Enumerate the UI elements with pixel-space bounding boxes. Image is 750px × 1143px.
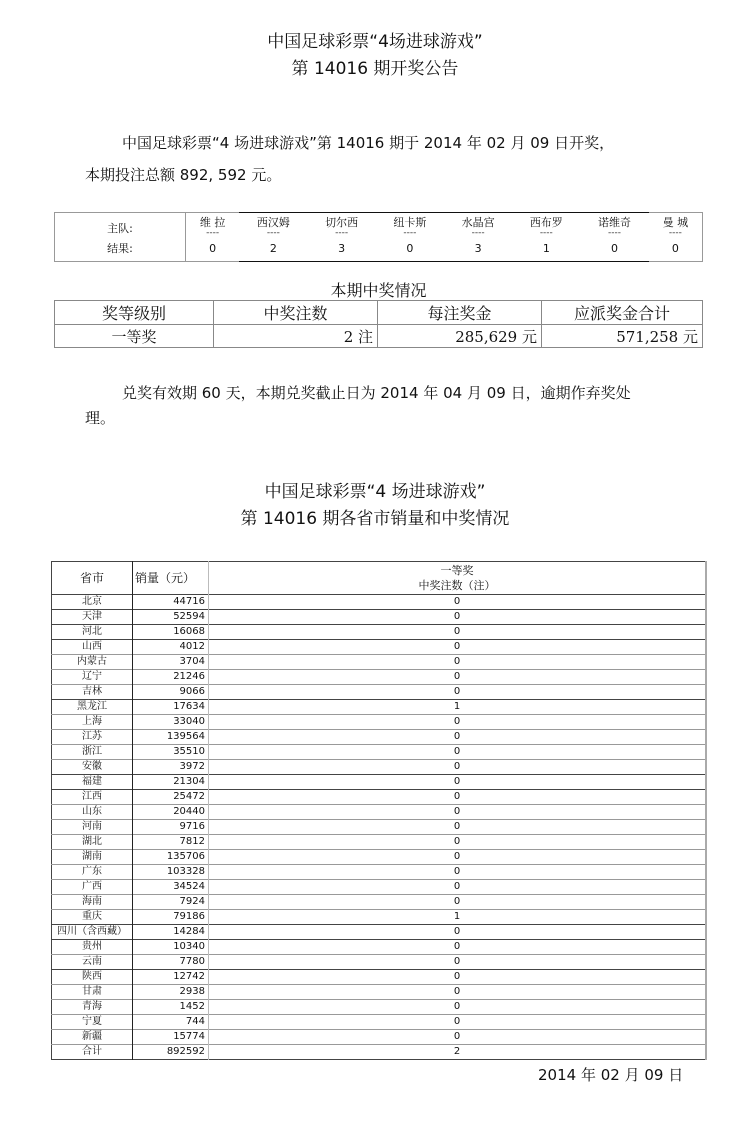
- province-name: 陕西: [52, 970, 133, 985]
- province-row: [52, 775, 707, 790]
- prize-caption: 本期中奖情况: [330, 281, 427, 300]
- winner-count: 0: [209, 745, 707, 760]
- team-name: 西布罗: [529, 215, 563, 229]
- province-name: 河北: [52, 625, 133, 640]
- header-count: 中奖注数: [214, 301, 378, 325]
- province-name: 河南: [52, 820, 133, 835]
- winner-count: 0: [209, 820, 707, 835]
- team-name: 诺维奇: [598, 215, 632, 229]
- province-name: 山西: [52, 640, 133, 655]
- province-row: [52, 730, 707, 745]
- separator-dash: ----: [471, 227, 485, 238]
- team-cell: [512, 213, 580, 236]
- province-row: [52, 880, 707, 895]
- winner-count: 0: [209, 895, 707, 910]
- team-cell: [186, 213, 240, 236]
- prize-level: 一等奖: [55, 325, 214, 348]
- sales-value: 21304: [133, 775, 209, 790]
- notice-line2: 理。: [85, 409, 116, 427]
- result-score: 3: [444, 236, 512, 262]
- prize-header-row: [55, 301, 703, 325]
- province-row: [52, 850, 707, 865]
- header-prize-line2: 中奖注数（注）: [418, 579, 496, 592]
- winner-count: 0: [209, 1000, 707, 1015]
- header-level: 奖等级别: [55, 301, 214, 325]
- sales-value: 33040: [133, 715, 209, 730]
- province-row: [52, 670, 707, 685]
- province-row: [52, 895, 707, 910]
- winner-count: 0: [209, 610, 707, 625]
- sales-value: 892592: [133, 1045, 209, 1060]
- separator-dash: ----: [403, 227, 417, 238]
- province-row: [52, 700, 707, 715]
- province-row: [52, 745, 707, 760]
- result-score: 0: [671, 241, 679, 255]
- team-cell: [308, 213, 376, 236]
- footer-date: 2014 年 02 月 09 日: [538, 1066, 684, 1084]
- sales-value: 7812: [133, 835, 209, 850]
- sales-value: 10340: [133, 940, 209, 955]
- team-name: 维 拉: [199, 215, 226, 229]
- province-row: [52, 1030, 707, 1045]
- province-row: [52, 865, 707, 880]
- sales-value: 25472: [133, 790, 209, 805]
- team-label: 主队:: [55, 213, 186, 236]
- sales-value: 744: [133, 1015, 209, 1030]
- province-name: 贵州: [52, 940, 133, 955]
- result-score: 3: [308, 236, 376, 262]
- separator-dash: ----: [206, 227, 220, 238]
- result-row: [55, 236, 703, 262]
- province-name: 福建: [52, 775, 133, 790]
- sales-value: 44716: [133, 595, 209, 610]
- province-name: 新疆: [52, 1030, 133, 1045]
- province-name: 江西: [52, 790, 133, 805]
- result-score: 2: [239, 236, 307, 262]
- province-name: 广东: [52, 865, 133, 880]
- province-name: 浙江: [52, 745, 133, 760]
- province-row: [52, 820, 707, 835]
- winner-count: 0: [209, 790, 707, 805]
- intro-line2: 本期投注总额 892, 592 元。: [85, 166, 282, 184]
- province-name: 北京: [52, 595, 133, 610]
- province-name: 甘肃: [52, 985, 133, 1000]
- province-name: 重庆: [52, 910, 133, 925]
- header-sales: 销量（元）: [133, 562, 209, 595]
- sales-value: 17634: [133, 700, 209, 715]
- winner-count: 0: [209, 1030, 707, 1045]
- winner-count: 0: [209, 595, 707, 610]
- team-cell: [444, 213, 512, 236]
- winner-count: 0: [209, 715, 707, 730]
- winner-count: 0: [209, 880, 707, 895]
- sales-value: 2938: [133, 985, 209, 1000]
- sales-value: 3972: [133, 760, 209, 775]
- team-cell: [649, 213, 703, 236]
- winner-count: 0: [209, 955, 707, 970]
- province-row: [52, 610, 707, 625]
- province-name: 辽宁: [52, 670, 133, 685]
- separator-dash: ----: [335, 227, 349, 238]
- province-name: 山东: [52, 805, 133, 820]
- province-row: [52, 715, 707, 730]
- sales-value: 4012: [133, 640, 209, 655]
- result-score: 0: [209, 241, 217, 255]
- province-row: [52, 595, 707, 610]
- province-row: [52, 955, 707, 970]
- sales-value: 7780: [133, 955, 209, 970]
- province-row: [52, 655, 707, 670]
- team-cell: [239, 213, 307, 236]
- sales-value: 1452: [133, 1000, 209, 1015]
- province-row: [52, 1000, 707, 1015]
- prize-row: [55, 325, 703, 348]
- sales-value: 7924: [133, 895, 209, 910]
- result-score: 1: [512, 236, 580, 262]
- team-cell: [376, 213, 444, 236]
- announcement-title-line1: 中国足球彩票“4场进球游戏”: [267, 32, 483, 52]
- total-row: [52, 1045, 707, 1060]
- team-row: [55, 213, 703, 236]
- intro-line1: 中国足球彩票“4 场进球游戏”第 14016 期于 2014 年 02 月 09 日开奖，: [122, 134, 615, 152]
- separator-dash: ----: [266, 227, 280, 238]
- province-name: 湖南: [52, 850, 133, 865]
- province-row: [52, 805, 707, 820]
- province-title-line2: 第 14016 期各省市销量和中奖情况: [240, 509, 510, 529]
- province-row: [52, 1015, 707, 1030]
- province-name: 江苏: [52, 730, 133, 745]
- match-results-table: [54, 212, 703, 262]
- winner-count: 0: [209, 865, 707, 880]
- winner-count: 0: [209, 685, 707, 700]
- winner-count: 0: [209, 625, 707, 640]
- province-name: 广西: [52, 880, 133, 895]
- separator-dash: ----: [608, 227, 622, 238]
- province-row: [52, 685, 707, 700]
- province-row: [52, 940, 707, 955]
- province-name: 四川（含西藏）: [52, 925, 133, 940]
- header-province: 省市: [52, 562, 133, 595]
- result-score: 0: [580, 236, 648, 262]
- province-name: 合计: [52, 1045, 133, 1060]
- announcement-title-line2: 第 14016 期开奖公告: [291, 59, 459, 79]
- province-row: [52, 625, 707, 640]
- province-name: 青海: [52, 1000, 133, 1015]
- province-name: 海南: [52, 895, 133, 910]
- result-label: 结果:: [55, 236, 186, 262]
- sales-value: 20440: [133, 805, 209, 820]
- sales-value: 9716: [133, 820, 209, 835]
- winner-count: 0: [209, 670, 707, 685]
- separator-dash: ----: [539, 227, 553, 238]
- province-row: [52, 835, 707, 850]
- winner-count: 1: [209, 700, 707, 715]
- sales-value: 21246: [133, 670, 209, 685]
- province-name: 黑龙江: [52, 700, 133, 715]
- winner-count: 0: [209, 970, 707, 985]
- team-name: 纽卡斯: [393, 215, 427, 229]
- winner-count: 0: [209, 775, 707, 790]
- team-name: 水晶宫: [461, 215, 495, 229]
- province-row: [52, 970, 707, 985]
- province-sales-table: [51, 561, 707, 1060]
- team-name: 切尔西: [325, 215, 359, 229]
- sales-value: 14284: [133, 925, 209, 940]
- prize-per-bet: 285,629 元: [378, 325, 542, 348]
- province-name: 内蒙古: [52, 655, 133, 670]
- winner-count: 0: [209, 985, 707, 1000]
- winner-count: 0: [209, 805, 707, 820]
- result-score: 0: [376, 236, 444, 262]
- winner-count: 0: [209, 925, 707, 940]
- prize-table: [54, 300, 703, 348]
- province-name: 宁夏: [52, 1015, 133, 1030]
- sales-value: 16068: [133, 625, 209, 640]
- winner-count: 0: [209, 640, 707, 655]
- province-name: 天津: [52, 610, 133, 625]
- province-title-line1: 中国足球彩票“4 场进球游戏”: [264, 482, 486, 502]
- winner-count: 0: [209, 850, 707, 865]
- sales-value: 103328: [133, 865, 209, 880]
- prize-count: 2 注: [214, 325, 378, 348]
- sales-value: 34524: [133, 880, 209, 895]
- province-row: [52, 925, 707, 940]
- winner-count: 0: [209, 835, 707, 850]
- sales-value: 79186: [133, 910, 209, 925]
- province-name: 吉林: [52, 685, 133, 700]
- sales-value: 35510: [133, 745, 209, 760]
- winner-count: 0: [209, 730, 707, 745]
- province-name: 湖北: [52, 835, 133, 850]
- team-name: 曼 城: [662, 215, 689, 229]
- province-row: [52, 790, 707, 805]
- header-total: 应派奖金合计: [542, 301, 703, 325]
- province-row: [52, 640, 707, 655]
- province-name: 上海: [52, 715, 133, 730]
- winner-count: 0: [209, 760, 707, 775]
- header-per-bet: 每注奖金: [378, 301, 542, 325]
- province-name: 安徽: [52, 760, 133, 775]
- sales-value: 135706: [133, 850, 209, 865]
- team-cell: [580, 213, 648, 236]
- winner-count: 0: [209, 940, 707, 955]
- header-first-prize: [209, 562, 707, 595]
- team-name: 西汉姆: [256, 215, 290, 229]
- notice-line1: 兑奖有效期 60 天，本期兑奖截止日为 2014 年 04 月 09 日，逾期作弃奖处: [122, 384, 631, 402]
- sales-value: 9066: [133, 685, 209, 700]
- separator-dash: ----: [668, 227, 682, 238]
- winner-count: 2: [209, 1045, 707, 1060]
- header-prize-line1: 一等奖: [440, 564, 474, 577]
- province-row: [52, 910, 707, 925]
- sales-value: 3704: [133, 655, 209, 670]
- sales-value: 52594: [133, 610, 209, 625]
- sales-value: 15774: [133, 1030, 209, 1045]
- winner-count: 0: [209, 655, 707, 670]
- province-header-row: [52, 562, 707, 595]
- sales-value: 12742: [133, 970, 209, 985]
- province-row: [52, 985, 707, 1000]
- sales-value: 139564: [133, 730, 209, 745]
- province-name: 云南: [52, 955, 133, 970]
- winner-count: 0: [209, 1015, 707, 1030]
- province-row: [52, 760, 707, 775]
- prize-total: 571,258 元: [542, 325, 703, 348]
- winner-count: 1: [209, 910, 707, 925]
